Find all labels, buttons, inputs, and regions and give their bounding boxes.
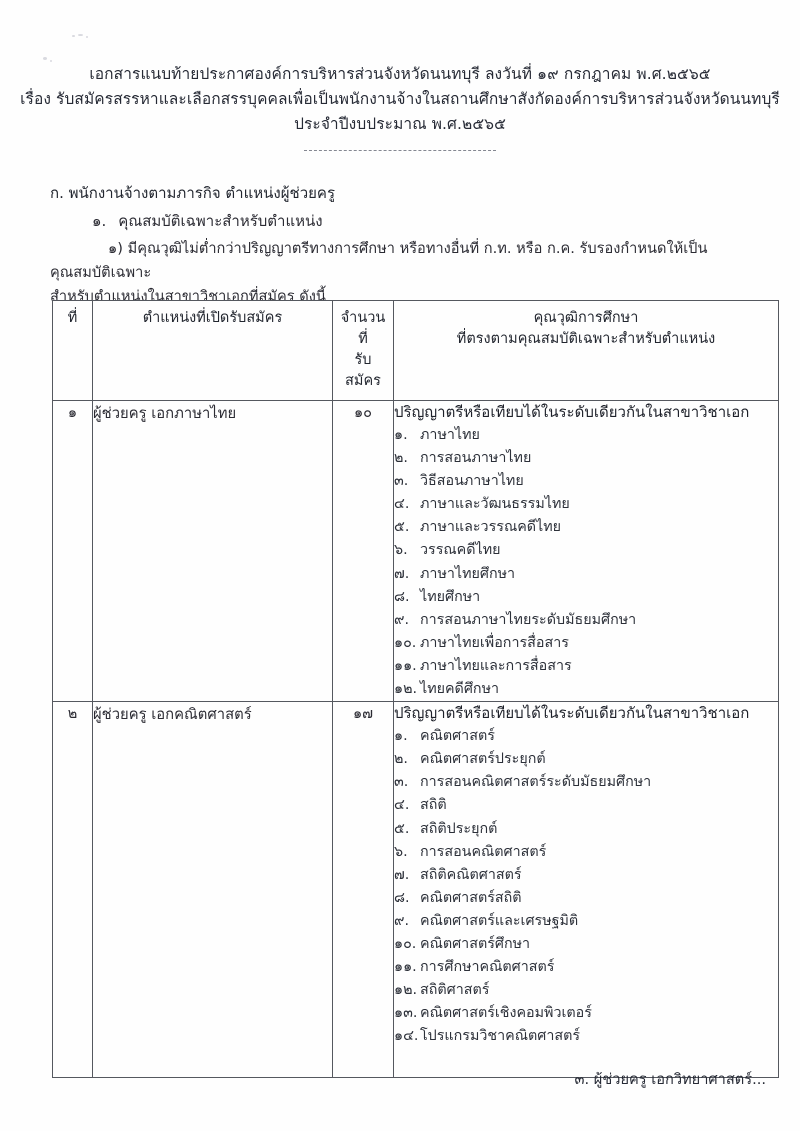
- qualification-item-number: ๑.: [394, 728, 408, 745]
- qualification-item: [394, 956, 778, 979]
- scan-artifact: [86, 36, 88, 38]
- row-2-count: ๑๗: [333, 702, 394, 1078]
- qualification-item: [394, 516, 778, 539]
- qualification-item: [394, 933, 778, 956]
- row-2-qual-list: [394, 725, 778, 1048]
- qualification-item-label: สถิติ: [420, 797, 447, 814]
- qualification-item: [394, 771, 778, 794]
- scan-artifact: [72, 35, 75, 37]
- header-line-1-post: กรกฎาคม พ.ศ.๒๕๖๕: [558, 65, 711, 83]
- item-1-index: ๑.: [92, 212, 107, 230]
- row-2-qual-heading: ปริญญาตรีหรือเทียบได้ในระดับเดียวกันในสาขาวิชาเอก: [394, 704, 750, 723]
- qualification-item: [394, 424, 778, 447]
- qualification-item-label: วรรณคดีไทย: [420, 542, 501, 559]
- scan-artifact: [50, 60, 52, 62]
- qualification-item-label: การสอนคณิตศาสตร์: [420, 843, 547, 860]
- qualification-item-number: ๘.: [394, 588, 410, 605]
- qualification-item-label: การสอนภาษาไทย: [420, 450, 532, 467]
- qualification-item-number: ๒.: [394, 751, 408, 768]
- table-body: [53, 401, 779, 1078]
- row-2-position: ผู้ช่วยครู เอกคณิตศาสตร์: [93, 702, 333, 1078]
- qualification-item: [394, 725, 778, 748]
- qualification-item-number: ๗.: [394, 866, 410, 883]
- column-header-qual-line-2: ที่ตรงตามคุณสมบัติเฉพาะสำหรับตำแหน่ง: [456, 331, 716, 347]
- qualification-item-number: ๑๐.: [394, 935, 417, 952]
- row-1-qual-heading: ปริญญาตรีหรือเทียบได้ในระดับเดียวกันในสาขาวิชาเอก: [394, 403, 750, 421]
- section-a-title: ก. พนักงานจ้างตามภารกิจ ตำแหน่งผู้ช่วยครู: [50, 184, 336, 202]
- qualification-item-number: ๙.: [394, 912, 410, 929]
- qualification-item: [394, 655, 778, 678]
- qualification-item-number: ๙.: [394, 611, 410, 628]
- header-divider: [304, 150, 496, 151]
- qualification-item-label: การสอนคณิตศาสตร์ระดับมัธยมศึกษา: [420, 774, 652, 791]
- qualification-item-label: คณิตศาสตร์สถิติ: [420, 889, 522, 906]
- qualification-item: [394, 678, 778, 701]
- qualification-item-number: ๖.: [394, 542, 408, 559]
- qualification-item: [394, 818, 778, 841]
- qualification-item-number: ๗.: [394, 565, 410, 582]
- qualification-item: [394, 910, 778, 933]
- qualification-item: [394, 864, 778, 887]
- row-1-count: ๑๐: [333, 401, 394, 702]
- header-line-1-pre: เอกสารแนบท้ายประกาศองค์การบริหารส่วนจังหวัดนนทบุรี ลงวันที่: [89, 65, 538, 83]
- announcement-date: ๑๙: [537, 65, 559, 83]
- column-header-count-line-2: รับสมัคร: [345, 352, 381, 389]
- table-head: [53, 301, 779, 401]
- column-header-no: ที่: [53, 301, 93, 401]
- qualification-item: [394, 1025, 778, 1048]
- qualification-item-label: สถิติศาสตร์: [420, 982, 490, 999]
- qualification-item: [394, 609, 778, 632]
- qualification-item-label: ภาษาไทยเพื่อการสื่อสาร: [420, 634, 569, 651]
- row-2-qualifications: [394, 702, 779, 1078]
- paragraph-1-line-1: ๑) มีคุณวุฒิไม่ต่ำกว่าปริญญาตรีทางการศึกษา หรือทางอื่นที่ ก.ท. หรือ ก.ค. รับรองกำหนดให้เป็นคุณสมบัติเฉพาะ: [50, 240, 708, 281]
- qualification-item: [394, 632, 778, 655]
- qualification-item: [394, 493, 778, 516]
- qualification-item-number: ๑๒.: [394, 681, 418, 698]
- qualification-item-label: ภาษาและวรรณคดีไทย: [420, 519, 562, 536]
- qualification-item: [394, 539, 778, 562]
- table-row: [53, 401, 779, 702]
- row-1-qualifications: [394, 401, 779, 702]
- row-2-no: ๒: [53, 702, 93, 1078]
- qualification-item: [394, 748, 778, 771]
- qualification-item: [394, 979, 778, 1002]
- column-header-count: [333, 301, 394, 401]
- row-1-qual-list: [394, 424, 778, 701]
- header-line-2: เรื่อง รับสมัครสรรหาและเลือกสรรบุคคลเพื่อเป็นพนักงานจ้างในสถานศึกษาสังกัดองค์การบริหารส่วนจังหวัดนนทบุรี: [20, 90, 780, 108]
- qualification-item-label: สถิติประยุกต์: [420, 820, 498, 837]
- qualification-item: [394, 841, 778, 864]
- body-section: [0, 181, 800, 309]
- qualification-item-label: การสอนภาษาไทยระดับมัธยมศึกษา: [420, 611, 637, 628]
- qualification-item-label: คณิตศาสตร์: [420, 728, 495, 745]
- qualification-item-number: ๑.: [394, 427, 408, 443]
- table-row: [53, 702, 779, 1078]
- qualification-item: [394, 887, 778, 910]
- qualification-item: [394, 447, 778, 470]
- qualification-item-number: ๘.: [394, 889, 410, 906]
- qualifications-table-wrapper: [52, 300, 778, 1078]
- qualification-item-number: ๔.: [394, 496, 410, 513]
- qualification-item-number: ๕.: [394, 820, 410, 837]
- qualification-item-label: ภาษาไทย: [420, 427, 480, 443]
- item-1-heading: [50, 209, 760, 233]
- document-header: [0, 0, 800, 151]
- qualification-item-label: การศึกษาคณิตศาสตร์: [420, 959, 555, 976]
- qualification-item: [394, 1002, 778, 1025]
- qualification-item-number: ๔.: [394, 797, 410, 814]
- qualification-item-number: ๑๑.: [394, 959, 417, 976]
- qualification-item-number: ๓.: [394, 473, 409, 490]
- row-1-position: ผู้ช่วยครู เอกภาษาไทย: [93, 401, 333, 702]
- qualification-item: [394, 586, 778, 609]
- qualification-item-number: ๑๓.: [394, 1005, 418, 1022]
- qualification-item-label: สถิติคณิตศาสตร์: [420, 866, 522, 883]
- qualification-item: [394, 794, 778, 817]
- scan-artifact: [78, 34, 83, 36]
- qualification-item-label: คณิตศาสตร์ศึกษา: [420, 935, 531, 952]
- qualification-item-label: โปรแกรมวิชาคณิตศาสตร์: [420, 1028, 581, 1045]
- column-header-position: ตำแหน่งที่เปิดรับสมัคร: [93, 301, 333, 401]
- qualification-item-number: ๑๔.: [394, 1028, 419, 1045]
- qualification-item-number: ๒.: [394, 450, 408, 467]
- column-header-count-line-1: จำนวนที่: [340, 310, 386, 347]
- qualification-item-number: ๕.: [394, 519, 410, 536]
- footer-continuation-note: ๓. ผู้ช่วยครู เอกวิทยาศาสตร์...: [574, 1071, 766, 1088]
- header-line-3: ประจำปีงบประมาณ พ.ศ.๒๕๖๕: [294, 115, 506, 133]
- column-header-qual-line-1: คุณวุฒิการศึกษา: [533, 310, 639, 326]
- qualification-item-number: ๑๒.: [394, 982, 418, 999]
- paragraph-1-line-2: สำหรับตำแหน่งในสาขาวิชาเอกที่สมัคร ดังนี้: [50, 288, 326, 305]
- item-1-title: คุณสมบัติเฉพาะสำหรับตำแหน่ง: [118, 212, 323, 230]
- qualification-item-label: วิธีสอนภาษาไทย: [420, 473, 524, 490]
- qualification-item-label: ภาษาไทยศึกษา: [420, 565, 516, 582]
- paragraph-1: [50, 237, 760, 309]
- qualification-item: [394, 470, 778, 493]
- qualification-item-number: ๑๐.: [394, 634, 417, 651]
- qualification-item-label: ภาษาและวัฒนธรรมไทย: [420, 496, 570, 513]
- qualification-item-label: ภาษาไทยและการสื่อสาร: [420, 657, 572, 674]
- row-1-no: ๑: [53, 401, 93, 702]
- qualification-item-label: คณิตศาสตร์เชิงคอมพิวเตอร์: [420, 1005, 592, 1022]
- qualification-item-label: คณิตศาสตร์และเศรษฐมิติ: [420, 912, 579, 929]
- qualification-item-label: ไทยคดีศึกษา: [420, 681, 500, 698]
- table-header-row: [53, 301, 779, 401]
- qualification-item-label: ไทยศึกษา: [420, 588, 481, 605]
- qualification-item-label: คณิตศาสตร์ประยุกต์: [420, 751, 546, 768]
- qualification-item-number: ๓.: [394, 774, 409, 791]
- qualifications-table: [52, 300, 779, 1078]
- header-line-1: [0, 62, 800, 87]
- qualification-item: [394, 563, 778, 586]
- column-header-qualification: [394, 301, 779, 401]
- scan-artifact: [43, 57, 47, 60]
- qualification-item-number: ๑๑.: [394, 657, 417, 674]
- qualification-item-number: ๖.: [394, 843, 408, 860]
